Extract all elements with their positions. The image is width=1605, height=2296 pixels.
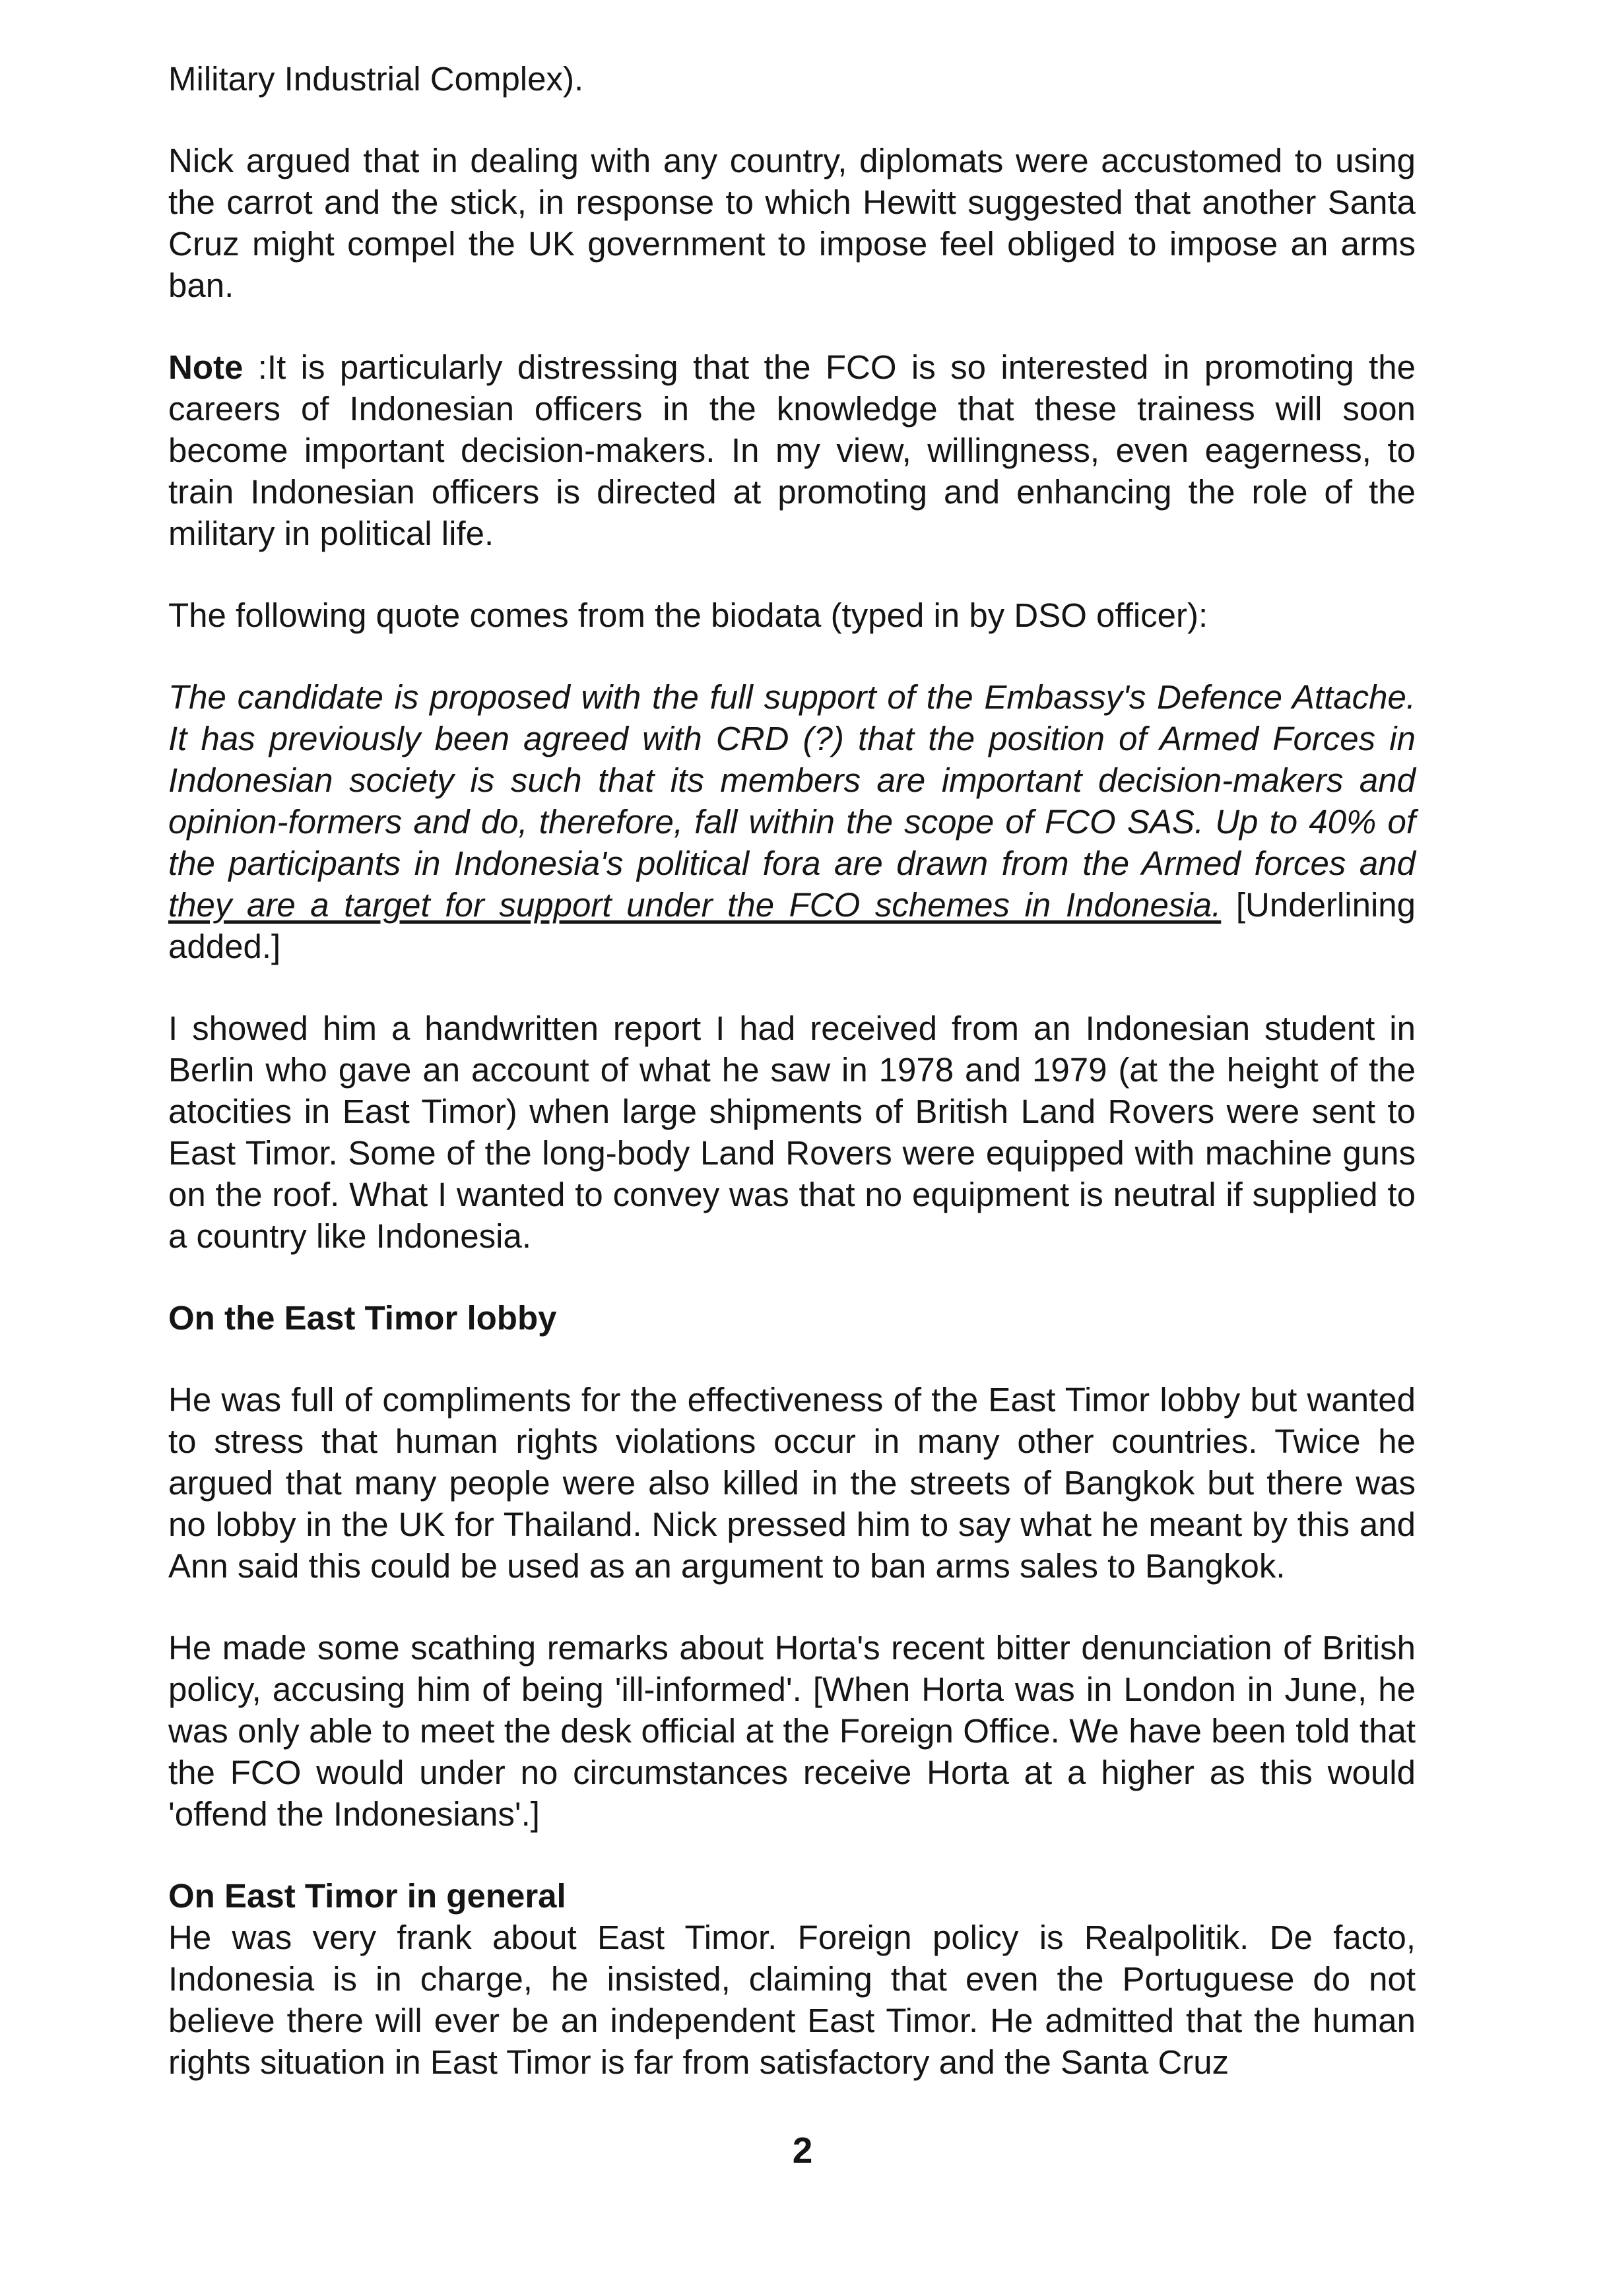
quote-suffix: [Underlining added.] xyxy=(168,886,1416,965)
continued-paragraph: Military Industrial Complex). xyxy=(168,60,584,98)
quote-text: The candidate is proposed with the full support of the Embassy's Defence Attache. It has previously been agreed with CRD (?) that the position of Armed Forces in Indonesian society is such that its members are important decision-makers and opinion-formers and do, therefore, fall within the scope of FCO SAS. Up to 40% of the participants in Indonesia's political fora are drawn from the Armed forces and xyxy=(168,678,1416,882)
paragraph-general: He was very frank about East Timor. Foreign policy is Realpolitik. De facto, Indonesia is in charge, he insisted, claiming that even the Portuguese do not believe there will ever be an independent East Timor. He admitted that the human rights situation in East Timor is far from satisfactory and the Santa Cruz xyxy=(168,1919,1416,2081)
paragraph-report: I showed him a handwritten report I had received from an Indonesian student in Berlin who gave an account of what he saw in 1978 and 1979 (at the height of the atocities in East Timor) when large shipments of British Land Rovers were sent to East Timor. Some of the long-body Land Rovers were equipped with machine guns on the roof. What I wanted to convey was that no equipment is neutral if supplied to a country like Indonesia. xyxy=(168,1009,1416,1255)
section-heading-general: On East Timor in general xyxy=(168,1877,566,1915)
note-label: Note xyxy=(168,348,244,386)
paragraph-note xyxy=(168,346,1416,554)
page-number: 2 xyxy=(792,2130,813,2171)
quote-underlined-text: they are a target for support under the FCO schemes in Indonesia. xyxy=(168,886,1222,924)
paragraph-carrot-stick: Nick argued that in dealing with any country, diplomats were accustomed to using the carrot and the stick, in response to which Hewitt suggested that another Santa Cruz might compel the UK government to impose feel obliged to impose an arms ban. xyxy=(168,142,1416,304)
document-page xyxy=(168,58,1416,2123)
paragraph-horta: He made some scathing remarks about Horta's recent bitter denunciation of British policy, accusing him of being 'ill-informed'. [When Horta was in London in June, he was only able to meet the desk official at the Foreign Office. We have been told that the FCO would under no circumstances receive Horta at a higher as this would 'offend the Indonesians'.] xyxy=(168,1629,1416,1833)
paragraph-quote xyxy=(168,676,1416,967)
paragraph-lobby: He was full of compliments for the effectiveness of the East Timor lobby but wanted to stress that human rights violations occur in many other countries. Twice he argued that many people were also killed in the streets of Bangkok but there was no lobby in the UK for Thailand. Nick pressed him to say what he meant by this and Ann said this could be used as an argument to ban arms sales to Bangkok. xyxy=(168,1381,1416,1585)
paragraph-quote-intro: The following quote comes from the biodata (typed in by DSO officer): xyxy=(168,596,1208,634)
section-heading-lobby: On the East Timor lobby xyxy=(168,1299,557,1337)
note-text: :It is particularly distressing that the FCO is so interested in promoting the careers of Indonesian officers in the knowledge that these trainess will soon become important decision-makers. In my view, willingness, even eagerness, to train Indonesian officers is directed at promoting and enhancing the role of the military in political life. xyxy=(168,348,1416,552)
